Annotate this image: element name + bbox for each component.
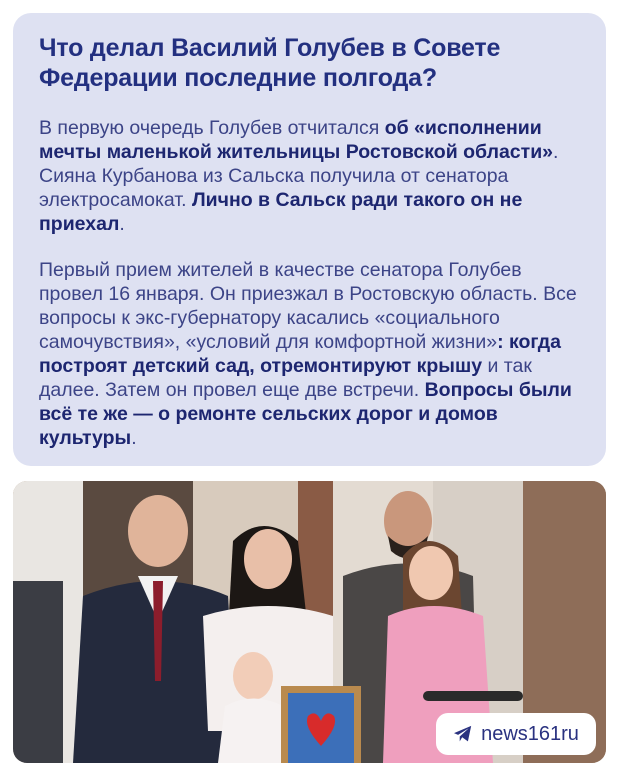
article-card [13,13,606,466]
source-label: news161ru [481,722,579,745]
title-line-1: Что делал Василий Голубев в Совете [39,34,501,62]
article-title [39,33,582,93]
telegram-icon [453,725,473,743]
p1-bold-2: Лично в Сальск ради такого он не приехал [39,189,523,235]
paragraph-2 [39,258,582,450]
title-line-2: Федерации последние полгода? [39,64,437,92]
p1-bold-1: об «исполнении мечты маленькой жительницы Ростовской области» [39,117,554,163]
p1-text-1: В первую очередь Голубев отчитался [39,117,385,139]
p2-bold-2: Вопросы были всё те же — о ремонте сельских дорог и домов культуры [39,379,572,449]
p2-text-1: Первый прием жителей в качестве сенатора Голубев провел 16 января. Он приезжал в Ростовскую область. Все вопросы к экс-губернатору касались «социального самочувствия», «условий для комфортной жизни» [39,259,577,353]
p2-bold-1: : когда построят детский сад, отремонтируют крышу [39,331,561,377]
group-photo [13,481,606,763]
source-badge [436,713,596,755]
p2-text-2: и так далее. Затем он провел еще две встречи. [39,355,532,401]
p2-text-3: . [131,427,137,449]
p1-text-2: . Сияна Курбанова из Сальска получила от сенатора электросамокат. [39,141,559,211]
p1-text-3: . [119,213,125,235]
paragraph-1 [39,116,582,236]
